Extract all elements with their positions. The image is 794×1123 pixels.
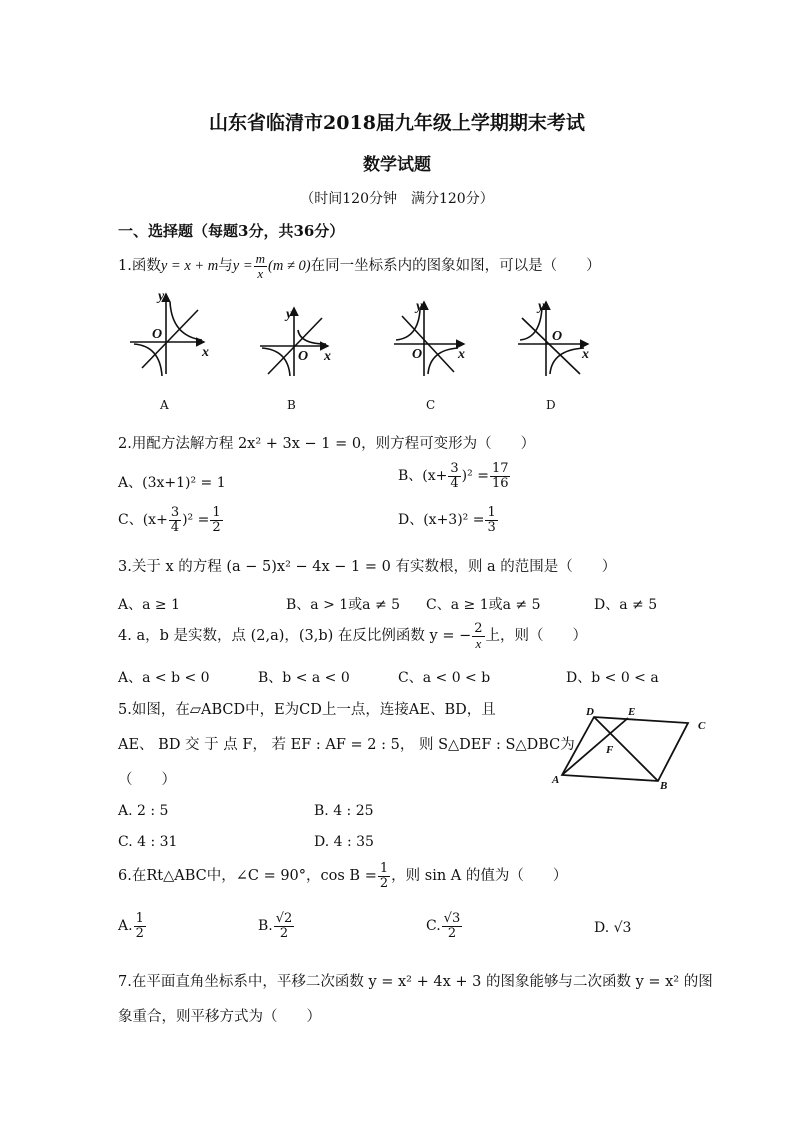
- axis-x-d: x: [582, 347, 589, 362]
- q6a-frac: [134, 912, 146, 940]
- q3-option-c: C、a ≥ 1或a ≠ 5: [426, 597, 541, 613]
- q6-frac: [378, 862, 390, 890]
- origin-b: O: [298, 349, 309, 364]
- question-2-stem: 2.用配方法解方程 2x² + 3x − 1 = 0，则方程可变形为（ ）: [118, 436, 536, 452]
- question-4-stem: [118, 622, 587, 650]
- q2c-n1: 3: [170, 505, 180, 520]
- q2d-frac: [485, 506, 497, 534]
- q2d-n: 1: [487, 505, 496, 520]
- graph-label-a: A: [160, 398, 169, 412]
- q2d-d: 3: [487, 519, 496, 535]
- q6b-lbl: B.: [258, 918, 273, 935]
- q6b-d: 2: [279, 925, 289, 941]
- q4-num: 2: [474, 621, 483, 636]
- question-3-stem: 3.关于 x 的方程 (a − 5)x² − 4x − 1 = 0 有实数根，则 a 的范围是（ ）: [118, 559, 617, 575]
- q5-parallelogram: [548, 703, 718, 793]
- axis-y-d: y: [538, 299, 545, 314]
- exam-title: 山东省临清市2018届九年级上学期期末考试: [209, 112, 585, 134]
- graph-b: [260, 308, 328, 376]
- q2c-mid: )² =: [182, 512, 210, 529]
- q5-option-d: D. 4 : 35: [314, 834, 374, 850]
- pt-b: B: [660, 780, 668, 792]
- q2c-pre: C、(x+: [118, 512, 168, 529]
- q1-text-mid: 与: [218, 258, 233, 275]
- q6-num: 1: [379, 861, 389, 876]
- q2b-frac2: [490, 462, 511, 490]
- q1-den: x: [257, 265, 264, 281]
- origin-c: O: [412, 347, 423, 362]
- q4-option-a: A、a < b < 0: [118, 670, 210, 686]
- q3-option-a: A、a ≥ 1: [118, 597, 180, 613]
- q6c-lbl: C.: [426, 918, 441, 935]
- q2b-frac1: [448, 462, 460, 490]
- q5-option-b: B. 4 : 25: [314, 803, 374, 819]
- q2c-frac1: [169, 506, 181, 534]
- q4-pre: 4. a，b 是实数，点 (2,a)，(3,b) 在反比例函数 y = −: [118, 628, 472, 645]
- origin-d: O: [552, 329, 563, 344]
- q2b-d1: 4: [450, 475, 459, 491]
- q1-formula2: y =: [232, 258, 253, 275]
- graph-label-c: C: [426, 398, 436, 412]
- q1-fraction: [254, 252, 267, 280]
- q2-option-d: [398, 506, 499, 534]
- q4-option-d: D、b < 0 < a: [566, 670, 659, 686]
- q6c-frac: [442, 912, 463, 940]
- axis-y-a: y: [158, 289, 165, 304]
- q2b-d2: 16: [491, 475, 509, 491]
- q6a-lbl: A.: [118, 918, 133, 935]
- q2c-frac2: [210, 506, 222, 534]
- q6c-d: 2: [447, 925, 457, 941]
- question-7-line1: 7.在平面直角坐标系中，平移二次函数 y = x² + 4x + 3 的图象能够与二次函数 y = x² 的图: [118, 974, 713, 990]
- graph-a: [130, 294, 204, 376]
- graph-c: [394, 302, 464, 376]
- q6-option-c: [426, 912, 463, 940]
- q2-option-a: A、(3x+1)² = 1: [118, 475, 226, 491]
- axis-x-b: x: [324, 349, 331, 364]
- q6-post: ，则 sin A 的值为（ ）: [391, 868, 568, 885]
- q4-frac: [472, 622, 484, 650]
- q6b-n: √2: [275, 911, 293, 926]
- q2-option-b: [398, 462, 511, 490]
- q2c-d2: 2: [212, 519, 221, 535]
- q6-option-d: D. √3: [594, 920, 632, 936]
- q6-den: 2: [379, 875, 389, 891]
- q4-option-b: B、b < a < 0: [258, 670, 350, 686]
- q6a-n: 1: [135, 911, 144, 926]
- graph-label-d: D: [546, 398, 556, 412]
- q2c-d1: 4: [170, 519, 180, 535]
- question-7-line2: 象重合，则平移方式为（ ）: [118, 1009, 321, 1025]
- q4-option-c: C、a < 0 < b: [398, 670, 491, 686]
- q6-option-b: [258, 912, 295, 940]
- q6c-n: √3: [443, 911, 461, 926]
- q3-option-d: D、a ≠ 5: [594, 597, 658, 613]
- axis-x-a: x: [202, 345, 209, 360]
- q6b-frac: [274, 912, 295, 940]
- pt-f: F: [606, 744, 614, 756]
- graph-label-b: B: [287, 398, 296, 412]
- q2b-n2: 17: [491, 461, 509, 476]
- q5-option-c: C. 4 : 31: [118, 834, 178, 850]
- q6-option-a: [118, 912, 147, 940]
- q4-post: 上，则（ ）: [485, 628, 588, 645]
- subject-title: 数学试题: [363, 155, 431, 175]
- question-5-line2: AE、 BD 交 于 点 F， 若 EF : AF = 2 : 5， 则 S△DEF : S△DBC为: [118, 737, 575, 753]
- q1-post: 在同一坐标系内的图象如图，可以是（ ）: [310, 258, 601, 275]
- origin-a: O: [152, 327, 163, 342]
- q1-graphs: [118, 288, 638, 383]
- q3-option-b: B、a > 1或a ≠ 5: [286, 597, 401, 613]
- axis-y-b: y: [286, 307, 293, 322]
- q1-formula1: y = x + m: [160, 258, 219, 275]
- section-heading: 一、选择题（每题3分，共36分）: [118, 222, 345, 240]
- q1-text: 1.函数: [118, 258, 161, 275]
- pt-c: C: [698, 720, 706, 732]
- q2-option-c: [118, 506, 224, 534]
- pt-d: D: [586, 706, 594, 718]
- question-5-line1: 5.如图，在▱ABCD中，E为CD上一点，连接AE、BD，且: [118, 702, 496, 718]
- pt-e: E: [628, 706, 636, 718]
- q2b-pre: B、(x+: [398, 468, 448, 485]
- exam-meta: （时间120分钟 满分120分）: [300, 191, 494, 207]
- axis-x-c: x: [458, 347, 465, 362]
- question-6-stem: [118, 862, 567, 890]
- question-1-stem: [118, 252, 601, 280]
- pt-a: A: [552, 774, 560, 786]
- question-5-line3: （ ）: [118, 772, 176, 788]
- q6a-d: 2: [135, 925, 144, 941]
- q5-option-a: A. 2 : 5: [118, 803, 169, 819]
- q2c-n2: 1: [212, 505, 221, 520]
- q1-cond: (m ≠ 0): [268, 258, 311, 275]
- q2b-n1: 3: [450, 461, 459, 476]
- q6-pre: 6.在Rt△ABC中，∠C = 90°，cos B =: [118, 868, 377, 885]
- q1-num: m: [255, 251, 266, 266]
- axis-y-c: y: [416, 299, 423, 314]
- q2d-pre: D、(x+3)² =: [398, 512, 485, 529]
- q4-den: x: [475, 635, 482, 651]
- q2b-mid: )² =: [461, 468, 489, 485]
